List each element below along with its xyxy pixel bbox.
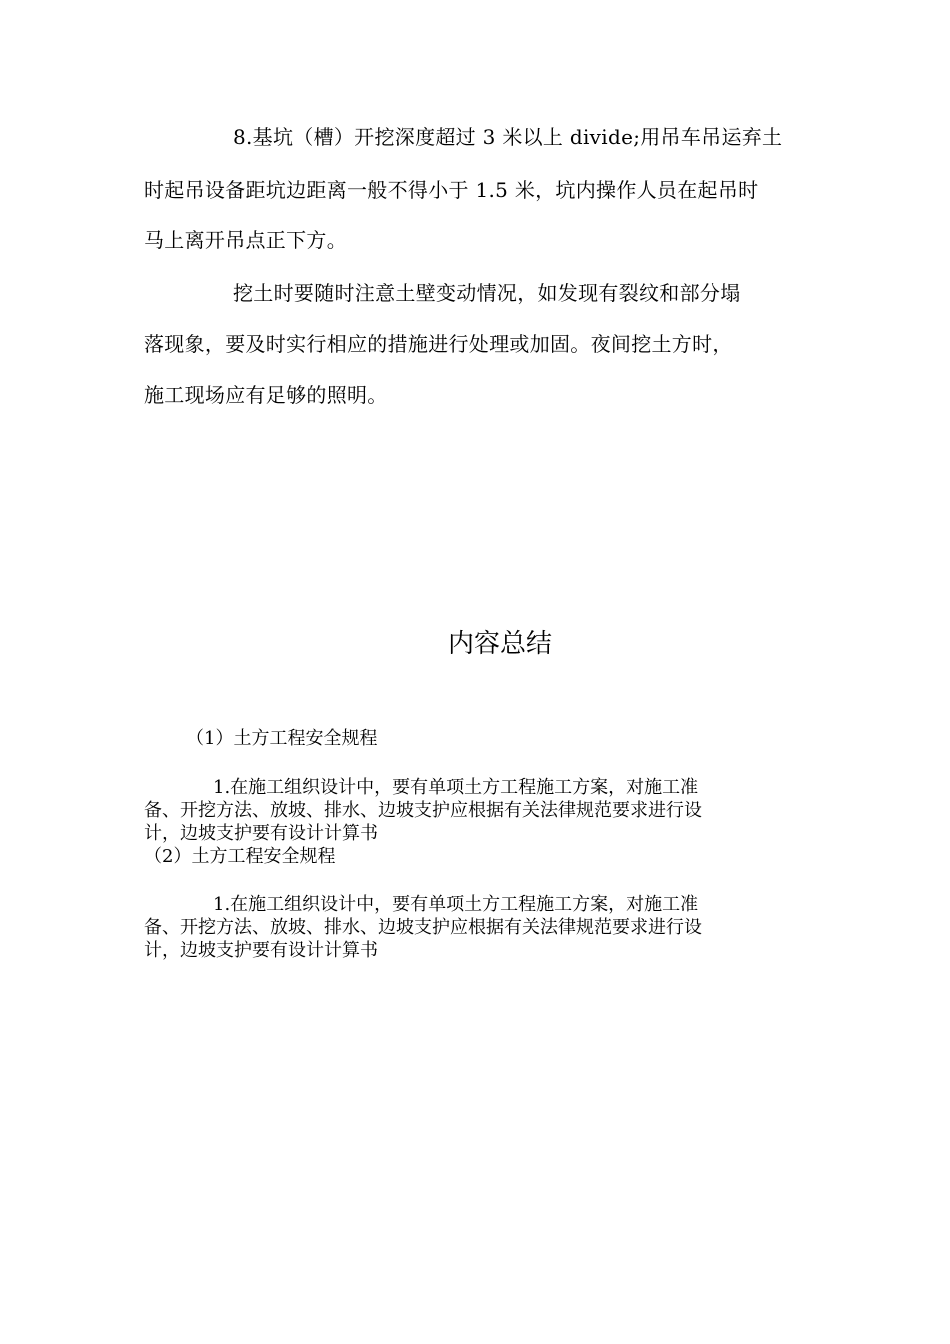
summary-item-line: 计，边坡支护要有设计计算书 xyxy=(144,823,378,844)
paragraph-line: 挖土时要随时注意土壁变动情况，如发现有裂纹和部分塌 xyxy=(233,281,741,305)
paragraph-line: 施工现场应有足够的照明。 xyxy=(144,383,388,407)
summary-item-line: 备、开挖方法、放坡、排水、边坡支护应根据有关法律规范要求进行设 xyxy=(144,800,702,821)
summary-item-heading: （1）土方工程安全规程 xyxy=(186,728,378,749)
summary-item-heading: （2）土方工程安全规程 xyxy=(144,846,336,867)
paragraph-line: 时起吊设备距坑边距离一般不得小于 1.5 米，坑内操作人员在起吊时 xyxy=(144,178,759,202)
summary-item-line: 1.在施工组织设计中，要有单项土方工程施工方案，对施工准 xyxy=(213,894,699,915)
paragraph-line: 落现象，要及时实行相应的措施进行处理或加固。夜间挖土方时， xyxy=(144,332,733,356)
summary-item-line: 1.在施工组织设计中，要有单项土方工程施工方案，对施工准 xyxy=(213,777,699,798)
summary-item-line: 计，边坡支护要有设计计算书 xyxy=(144,940,378,961)
summary-title: 内容总结 xyxy=(448,629,553,659)
paragraph-line: 8.基坑（槽）开挖深度超过 3 米以上 divide;用吊车吊运弃土 xyxy=(233,125,783,149)
paragraph-line: 马上离开吊点正下方。 xyxy=(144,228,347,252)
summary-item-line: 备、开挖方法、放坡、排水、边坡支护应根据有关法律规范要求进行设 xyxy=(144,917,702,938)
